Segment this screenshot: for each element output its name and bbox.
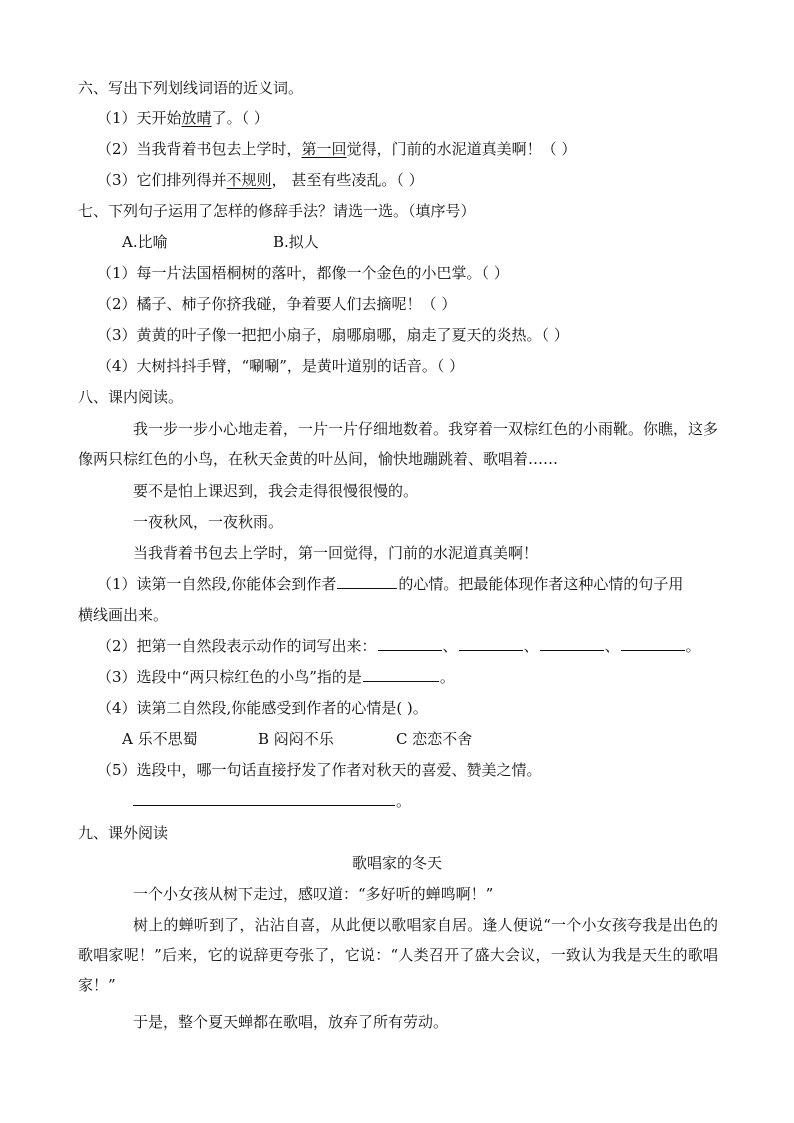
answer-blank[interactable] bbox=[459, 636, 523, 651]
story-paragraph-2: 树上的蝉听到了，沾沾自喜，从此便以歌唱家自居。逢人便说“一个小女孩夸我是出色的歌唱家呢！”后来，它的说辞更夸张了，它说：“人类召开了盛大会议，一致认为我是天生的歌唱家！” bbox=[78, 916, 718, 994]
s7-question-1: （1）每一片法国梧桐树的落叶，都像一个金色的小巴掌。（ ） bbox=[97, 264, 509, 282]
s7-question-4: （4）大树抖抖手臂，“唰唰”，是黄叶道别的话音。（ ） bbox=[97, 357, 465, 375]
s6-question-3: （3）它们排列得并不规则， 甚至有些凌乱。（ ） bbox=[97, 171, 424, 189]
s8-question-2: （2）把第一自然段表示动作的词写出来： 、 、 、 。 bbox=[97, 637, 701, 655]
passage-paragraph-3: 一夜秋风，一夜秋雨。 bbox=[133, 513, 284, 531]
answer-blank[interactable] bbox=[540, 636, 604, 651]
section-6-heading: 六、写出下列划线词语的近义词。 bbox=[78, 79, 304, 97]
story-paragraph-1: 一个小女孩从树下走过，感叹道：“多好听的蝉鸣啊！” bbox=[133, 885, 494, 903]
s7-question-2: （2）橘子、柿子你挤我碰，争着要人们去摘呢！（ ） bbox=[97, 295, 457, 313]
underlined-word: 第一回 bbox=[301, 140, 347, 158]
s7-question-3: （3）黄黄的叶子像一把把小扇子，扇哪扇哪，扇走了夏天的炎热。（ ） bbox=[97, 326, 569, 344]
passage-paragraph-2: 要不是怕上课迟到，我会走得很慢很慢的。 bbox=[133, 482, 419, 500]
underlined-word: 放晴 bbox=[181, 109, 212, 127]
s8-question-4: （4）读第二自然段,你能感受到作者的心情是( )。 bbox=[97, 699, 428, 717]
option-a: A.比喻 bbox=[122, 233, 168, 251]
story-paragraph-3: 于是，整个夏天蝉都在歌唱，放弃了所有劳动。 bbox=[133, 1013, 449, 1031]
choice-a: A 乐不思蜀 bbox=[122, 730, 198, 748]
passage-paragraph-4: 当我背着书包去上学时，第一回觉得，门前的水泥道真美啊！ bbox=[133, 544, 539, 562]
s8-question-5-answer-line: 。 bbox=[132, 791, 411, 811]
passage-paragraph-1: 我一步一步小心地走着，一片一片仔细地数着。我穿着一双棕红色的小雨靴。你瞧，这多像两只棕红色的小鸟，在秋天金黄的叶丛间，愉快地蹦跳着、歌唱着…… bbox=[78, 420, 719, 468]
underlined-word: 不规则 bbox=[226, 171, 272, 189]
s8-question-1-line-2: 横线画出来。 bbox=[78, 606, 169, 624]
choice-b: B 闷闷不乐 bbox=[258, 730, 334, 748]
s8-question-3: （3）选段中“两只棕红色的小鸟”指的是 。 bbox=[97, 668, 455, 686]
choice-c: C 恋恋不舍 bbox=[396, 730, 473, 748]
answer-blank[interactable] bbox=[337, 574, 397, 589]
option-b: B.拟人 bbox=[273, 233, 319, 251]
answer-blank[interactable] bbox=[363, 667, 439, 682]
section-8-heading: 八、课内阅读。 bbox=[78, 388, 184, 406]
section-7-heading: 七、下列句子运用了怎样的修辞手法？请选一选。（填序号） bbox=[78, 202, 476, 220]
s8-question-1: （1）读第一自然段,你能体会到作者 的心情。把最能体现作者这种心情的句子用 bbox=[97, 575, 684, 593]
story-title: 歌唱家的冬天 bbox=[351, 854, 442, 872]
answer-blank[interactable] bbox=[378, 636, 442, 651]
answer-blank[interactable] bbox=[133, 791, 395, 806]
s6-question-1: （1）天开始放晴了。（ ） bbox=[97, 109, 269, 127]
s8-question-5: （5）选段中，哪一句话直接抒发了作者对秋天的喜爱、赞美之情。 bbox=[97, 761, 542, 779]
section-9-heading: 九、课外阅读 bbox=[78, 824, 169, 842]
s6-question-2: （2）当我背着书包去上学时，第一回觉得，门前的水泥道真美啊！（ ） bbox=[97, 140, 577, 158]
answer-blank[interactable] bbox=[621, 636, 685, 651]
